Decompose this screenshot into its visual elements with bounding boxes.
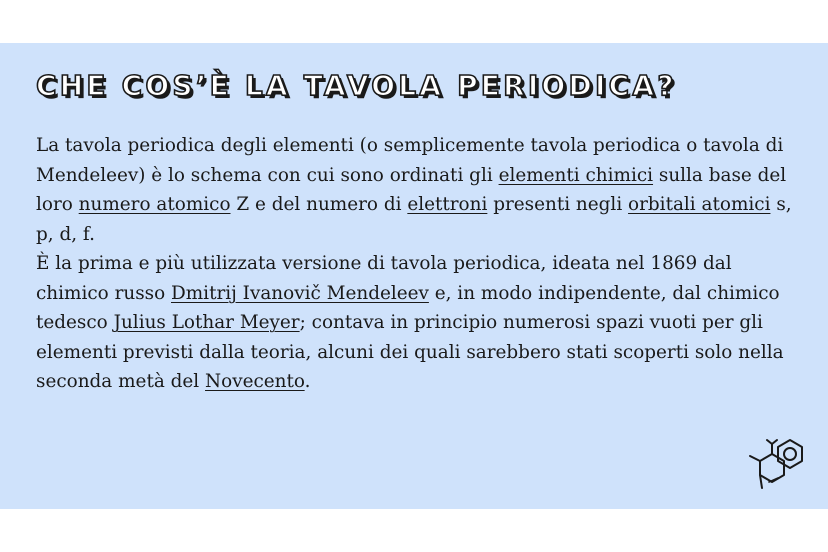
- text-run: ; contava in principio numerosi spazi vuoti per gli elementi previsti dalla teoria, alcuni dei quali sarebbero stati scoperti solo nella seconda metà del: [36, 312, 784, 392]
- text-run: La tavola periodica degli elementi (o semplicemente tavola periodica o tavola di Mendeleev) è lo schema con cui sono ordinati gli: [36, 135, 784, 186]
- paragraph-2: [36, 249, 796, 397]
- link-meyer[interactable]: Julius Lothar Meyer: [113, 312, 300, 333]
- slide: [0, 43, 828, 509]
- link-orbitali-atomici[interactable]: orbitali atomici: [628, 194, 771, 215]
- text-run: s, p, d, f.: [36, 194, 792, 245]
- link-mendeleev[interactable]: Dmitrij Ivanovič Mendeleev: [171, 282, 429, 304]
- body-text: [36, 131, 796, 397]
- text-run: sulla base del loro: [36, 164, 787, 215]
- text-run: presenti negli: [487, 194, 629, 215]
- text-run: È la prima e più utilizzata versione di tavola periodica, ideata nel 1869 dal chimico russo: [36, 253, 732, 304]
- text-run: Z e del numero di: [230, 194, 408, 215]
- link-novecento[interactable]: Novecento: [205, 371, 305, 392]
- paragraph-1: [36, 131, 796, 249]
- text-run: e, in modo indipendente, dal chimico tedesco: [36, 282, 780, 333]
- molecule-structure-icon: [722, 436, 806, 502]
- text-run: .: [304, 371, 311, 392]
- page-title: CHE COS’È LA TAVOLA PERIODICA?: [36, 69, 677, 102]
- link-elettroni[interactable]: elettroni: [407, 194, 488, 215]
- link-elementi-chimici[interactable]: elementi chimici: [498, 164, 654, 186]
- link-numero-atomico[interactable]: numero atomico: [78, 194, 231, 215]
